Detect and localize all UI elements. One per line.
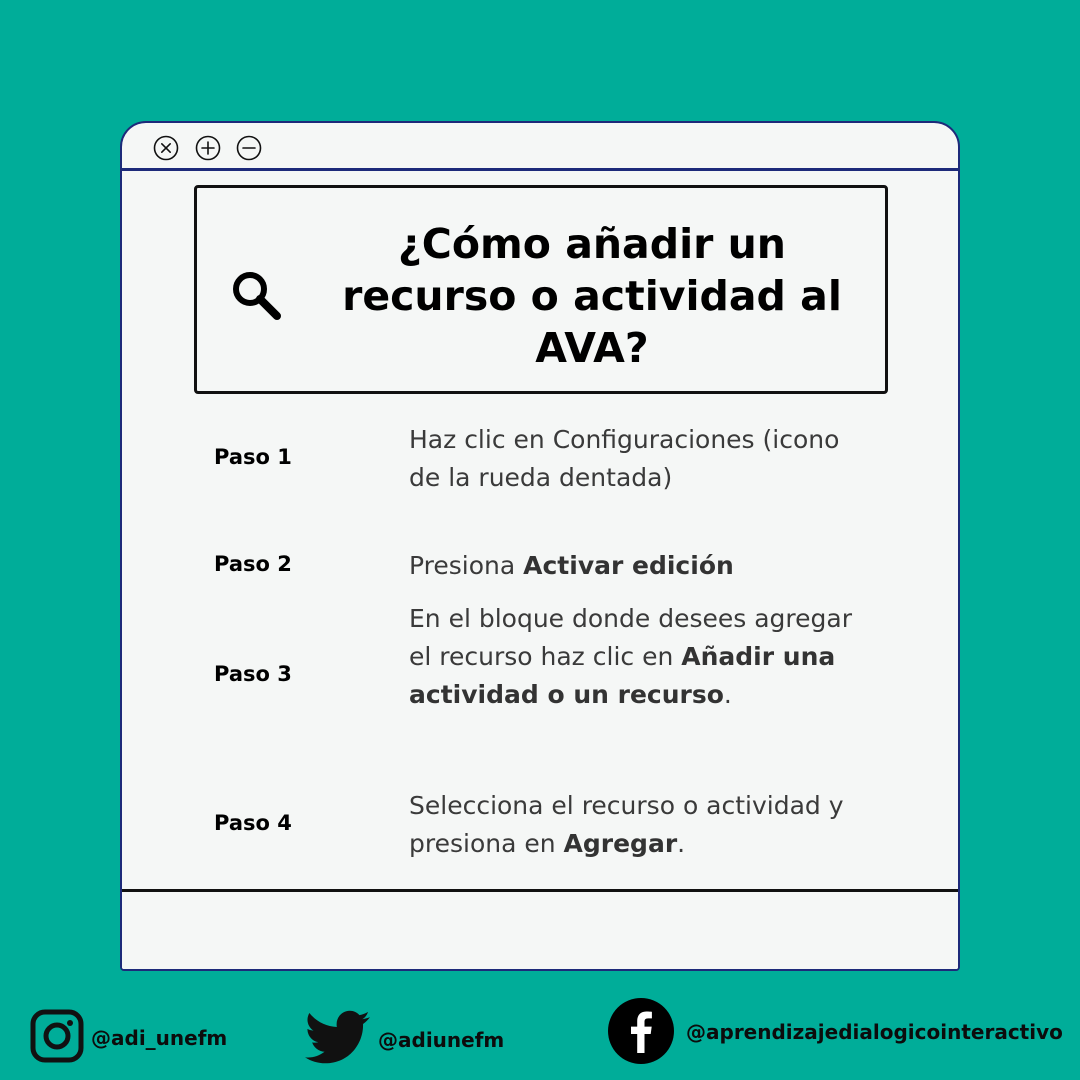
- step-1-text: [409, 421, 869, 497]
- step-4-bold: Agregar: [563, 829, 678, 858]
- step-3-bold: Añadir una actividad o un recurso: [409, 642, 836, 709]
- step-1-part: Haz clic en Configuraciones (icono de la rueda dentada): [409, 425, 840, 492]
- minus-icon[interactable]: [236, 135, 262, 161]
- facebook-handle[interactable]: @aprendizajedialogicointeractivo: [686, 1020, 1063, 1044]
- step-4-part: Selecciona el recurso o actividad y presiona en: [409, 791, 844, 858]
- twitter-icon[interactable]: [305, 1010, 371, 1071]
- instagram-icon[interactable]: [30, 1009, 84, 1068]
- plus-icon[interactable]: [195, 135, 221, 161]
- close-icon[interactable]: [153, 135, 179, 161]
- step-2-part: Presiona: [409, 551, 524, 580]
- step-2-text: [409, 547, 869, 585]
- step-3-period: .: [723, 680, 732, 709]
- step-4-text: [409, 787, 869, 863]
- search-icon: [227, 266, 287, 326]
- step-4-period: .: [677, 829, 686, 858]
- instagram-handle[interactable]: @adi_unefm: [91, 1026, 228, 1050]
- step-3-part: En el bloque donde desees agregar el recurso haz clic en: [409, 604, 852, 671]
- step-2-bold: Activar edición: [523, 551, 734, 580]
- step-2-label: Paso 2: [214, 552, 292, 576]
- step-3-label: Paso 3: [214, 662, 292, 686]
- step-1-label: Paso 1: [214, 445, 292, 469]
- step-3-text: [409, 600, 869, 714]
- page-title: ¿Cómo añadir un recurso o actividad al AVA?: [342, 220, 842, 372]
- window-titlebar: [122, 123, 958, 171]
- facebook-icon[interactable]: [608, 998, 674, 1069]
- title-box: [194, 185, 888, 394]
- browser-window: [120, 121, 960, 971]
- window-footer: [122, 889, 958, 969]
- twitter-handle[interactable]: @adiunefm: [378, 1028, 505, 1052]
- step-4-label: Paso 4: [214, 811, 292, 835]
